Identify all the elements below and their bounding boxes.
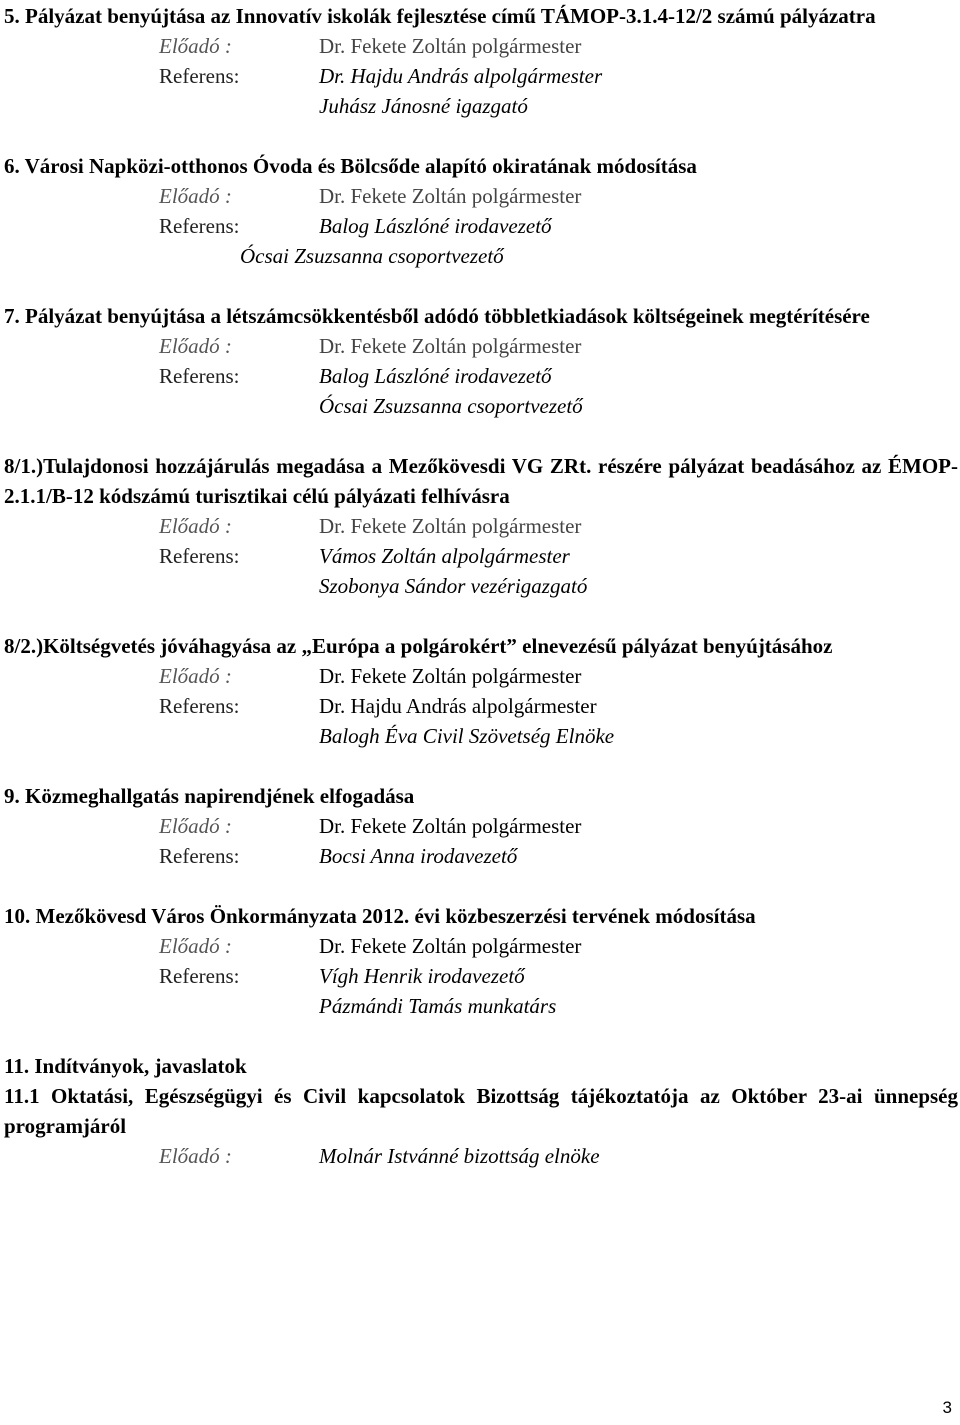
agenda-item-title: 8/1.)Tulajdonosi hozzájárulás megadása a Mezőkövesdi VG ZRt. részére pályázat beadásához az ÉMOP- 2.1.1/B-12 kódszámú turisztikai célú pályázati felhívásra [4, 454, 958, 508]
referent-row [4, 61, 958, 91]
referent-name: Vámos Zoltán alpolgármester [319, 544, 570, 568]
referent-name: Balog Lászlóné irodavezető [319, 364, 552, 388]
referent-name: Ócsai Zsuzsanna csoportvezető [319, 394, 583, 418]
agenda-item-9 [4, 781, 958, 871]
agenda-item-5 [4, 1, 958, 121]
referent-name: Dr. Hajdu András alpolgármester [319, 694, 597, 718]
referent-name: Bocsi Anna irodavezető [319, 844, 518, 868]
referent-row [4, 691, 958, 721]
referent-row [4, 961, 958, 991]
presenter-row [4, 511, 958, 541]
presenter-label: Előadó : [159, 934, 232, 958]
page-number: 3 [942, 1398, 952, 1417]
presenter-name: Dr. Fekete Zoltán polgármester [319, 514, 582, 538]
presenter-name: Dr. Fekete Zoltán polgármester [319, 814, 582, 838]
presenter-row [4, 331, 958, 361]
presenter-row [4, 1141, 958, 1171]
referent-name: Dr. Hajdu András alpolgármester [319, 64, 603, 88]
agenda-item-10 [4, 901, 958, 1021]
referent-row [4, 541, 958, 571]
agenda-item-title: 6. Városi Napközi-otthonos Óvoda és Bölcsőde alapító okiratának módosítása [4, 154, 697, 178]
referent-label: Referens: [159, 844, 240, 868]
presenter-name: Dr. Fekete Zoltán polgármester [319, 334, 582, 358]
presenter-label: Előadó : [159, 814, 232, 838]
presenter-row [4, 811, 958, 841]
referent-label: Referens: [159, 544, 240, 568]
presenter-label: Előadó : [159, 184, 232, 208]
presenter-name: Dr. Fekete Zoltán polgármester [319, 184, 582, 208]
agenda-item-title: 5. Pályázat benyújtása az Innovatív iskolák fejlesztése című TÁMOP-3.1.4-12/2 számú pályázatra [4, 4, 876, 28]
presenter-row [4, 661, 958, 691]
agenda-page [4, 1, 958, 1201]
referent-row [4, 211, 958, 241]
referent-name: Vígh Henrik irodavezető [319, 964, 525, 988]
presenter-row [4, 931, 958, 961]
agenda-item-title: 9. Közmeghallgatás napirendjének elfogadása [4, 784, 415, 808]
referent-label: Referens: [159, 64, 240, 88]
agenda-item-8-2 [4, 631, 958, 751]
agenda-item-title: 10. Mezőkövesd Város Önkormányzata 2012. évi közbeszerzési tervének módosítása [4, 904, 756, 928]
referent-row [4, 991, 958, 1021]
presenter-label: Előadó : [159, 334, 232, 358]
presenter-row [4, 31, 958, 61]
agenda-item-6 [4, 151, 958, 271]
referent-row [4, 361, 958, 391]
agenda-item-8-1 [4, 451, 958, 601]
referent-name: Pázmándi Tamás munkatárs [319, 994, 557, 1018]
presenter-label: Előadó : [159, 514, 232, 538]
presenter-name: Dr. Fekete Zoltán polgármester [319, 664, 582, 688]
referent-row [4, 91, 958, 121]
referent-row [4, 721, 958, 751]
presenter-name: Dr. Fekete Zoltán polgármester [319, 34, 582, 58]
presenter-label: Előadó : [159, 664, 232, 688]
agenda-item-title: 8/2.)Költségvetés jóváhagyása az „Európa a polgárokért” elnevezésű pályázat benyújtásához [4, 634, 833, 658]
referent-name: Szobonya Sándor vezérigazgató [319, 574, 588, 598]
referent-row [4, 571, 958, 601]
presenter-label: Előadó : [159, 34, 232, 58]
referent-row [4, 391, 958, 421]
presenter-name: Dr. Fekete Zoltán polgármester [319, 934, 582, 958]
referent-label: Referens: [159, 964, 240, 988]
presenter-label: Előadó : [159, 1144, 232, 1168]
referent-label: Referens: [159, 694, 240, 718]
referent-name: Balog Lászlóné irodavezető [319, 214, 552, 238]
referent-name: Ócsai Zsuzsanna csoportvezető [240, 244, 504, 268]
referent-label: Referens: [159, 214, 240, 238]
agenda-subitem-title: 11.1 Oktatási, Egészségügyi és Civil kapcsolatok Bizottság tájékoztatója az Október 23-ai ünnepség programjáról [4, 1084, 958, 1138]
agenda-item-title: 11. Indítványok, javaslatok [4, 1054, 247, 1078]
referent-label: Referens: [159, 364, 240, 388]
agenda-item-7 [4, 301, 958, 421]
presenter-row [4, 181, 958, 211]
referent-row [4, 841, 958, 871]
referent-name: Juhász Jánosné igazgató [319, 94, 528, 118]
referent-name: Balogh Éva Civil Szövetség Elnöke [319, 724, 615, 748]
referent-row [4, 241, 958, 271]
agenda-item-title: 7. Pályázat benyújtása a létszámcsökkentésből adódó többletkiadások költségeinek megtérítésére [4, 304, 870, 328]
agenda-item-11 [4, 1051, 958, 1171]
presenter-name: Molnár Istvánné bizottság elnöke [319, 1144, 600, 1168]
